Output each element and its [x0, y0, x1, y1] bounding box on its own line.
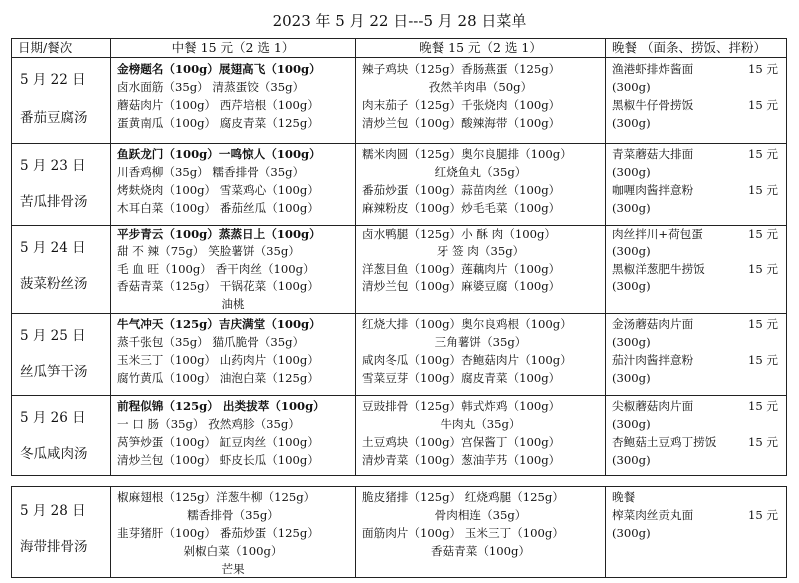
lunch-cell — [110, 144, 355, 225]
menu-line: 孜然羊肉串（50g） — [428, 80, 533, 94]
soup-label: 苦瓜排骨汤 — [20, 194, 88, 210]
menu-line: 平步青云（100g）蒸蒸日上（100g） — [117, 227, 321, 241]
menu-line: 蘑菇肉片（100g） 西芹培根（100g） — [117, 98, 319, 112]
date-label: 5 月 22 日 — [20, 72, 86, 88]
soup-label: 冬瓜咸肉汤 — [20, 446, 88, 462]
menu-line: 甜 不 辣（75g） 笑脸薯饼（35g） — [117, 244, 300, 258]
soup-label: 菠菜粉丝汤 — [20, 276, 88, 292]
date-cell — [12, 396, 110, 475]
noodle-cell — [605, 396, 786, 475]
date-cell — [12, 144, 110, 225]
price-label: 15 元 — [747, 317, 778, 331]
menu-line: 糯米肉圆（125g）奥尔良腿排（100g） — [362, 147, 572, 161]
menu-line: 杏鲍菇土豆鸡丁捞饭 — [612, 435, 717, 449]
menu-line: 青菜蘑菇大排面 — [612, 147, 694, 161]
menu-line: 糯香排骨（35g） — [187, 508, 279, 522]
menu-line: 雪菜豆芽（100g）腐皮青菜（100g） — [362, 371, 561, 385]
dinner-cell — [355, 226, 605, 313]
menu-line: 椒麻翅根（125g）洋葱牛柳（125g） — [117, 490, 316, 504]
menu-line: 毛 血 旺（100g） 香干肉丝（100g） — [117, 262, 315, 276]
header-dinner-col: 晚餐 15 元（2 选 1） — [355, 39, 605, 57]
menu-line: 清炒兰包（100g）麻婆豆腐（100g） — [362, 279, 561, 293]
menu-line: 清炒兰包（100g）酸辣海带（100g） — [362, 116, 561, 130]
menu-line: 牙 签 肉（35g） — [436, 244, 525, 258]
price-label: 15 元 — [747, 399, 778, 413]
menu-line: 晚餐 — [612, 490, 636, 504]
menu-line: 烤麸烧肉（100g） 雪菜鸡心（100g） — [117, 183, 319, 197]
menu-line: 茄汁肉酱拌意粉 — [612, 353, 694, 367]
menu-line: (300g) — [612, 335, 651, 349]
menu-line: 木耳白菜（100g） 番茄丝瓜（100g） — [117, 201, 319, 215]
table-row — [11, 396, 787, 476]
noodle-cell — [605, 487, 786, 577]
menu-line: 黑椒牛仔骨捞饭 — [612, 98, 694, 112]
date-label: 5 月 28 日 — [20, 503, 86, 519]
table-header — [11, 38, 787, 58]
menu-line: 鱼跃龙门（100g）一鸣惊人（100g） — [117, 147, 321, 161]
date-label: 5 月 26 日 — [20, 410, 86, 426]
fruit-line: 油桃 — [221, 297, 245, 311]
menu-line: 莴笋炒蛋（100g） 缸豆肉丝（100g） — [117, 435, 319, 449]
menu-line: 红烧大排（100g）奥尔良鸡根（100g） — [362, 317, 572, 331]
header-date-col: 日期/餐次 — [18, 40, 73, 55]
menu-line: 卤水鸭腿（125g）小 酥 肉（100g） — [362, 227, 557, 241]
lunch-cell — [110, 58, 355, 143]
date-cell — [12, 58, 110, 143]
menu-line: 肉丝拌川+荷包蛋 — [612, 227, 703, 241]
date-label: 5 月 24 日 — [20, 240, 86, 256]
menu-line: (300g) — [612, 244, 651, 258]
menu-line: 豆豉排骨（125g）韩式炸鸡（100g） — [362, 399, 561, 413]
menu-line: 黑椒洋葱肥牛捞饭 — [612, 262, 705, 276]
menu-line: 香菇青菜（125g） 干锅花菜（100g） — [117, 279, 319, 293]
dinner-cell — [355, 58, 605, 143]
price-label: 15 元 — [747, 62, 778, 76]
menu-line: (300g) — [612, 417, 651, 431]
soup-label: 海带排骨汤 — [20, 539, 88, 555]
menu-line: (300g) — [612, 371, 651, 385]
menu-line: 土豆鸡块（100g）宫保酱丁（100g） — [362, 435, 561, 449]
menu-line: 骨肉相连（35g） — [434, 508, 527, 522]
header-lunch-col: 中餐 15 元（2 选 1） — [110, 39, 355, 57]
date-cell — [12, 314, 110, 395]
date-label: 5 月 23 日 — [20, 158, 86, 174]
date-label: 5 月 25 日 — [20, 328, 86, 344]
menu-line: 川香鸡柳（35g） 糯香排骨（35g） — [117, 165, 305, 179]
menu-line: 渔港虾排炸酱面 — [612, 62, 694, 76]
menu-line: 牛气冲天（125g）吉庆满堂（100g） — [117, 317, 321, 331]
price-label: 15 元 — [747, 508, 778, 522]
menu-line: 尖椒蘑菇肉片面 — [612, 399, 694, 413]
menu-line: 腐竹黄瓜（100g） 油泡白菜（125g） — [117, 371, 319, 385]
menu-line: (300g) — [612, 201, 651, 215]
menu-line: (300g) — [612, 453, 651, 467]
menu-line: 前程似锦（125g） 出类拔萃（100g） — [117, 399, 325, 413]
menu-line: 番茄炒蛋（100g）蒜苗肉丝（100g） — [362, 183, 561, 197]
menu-line: 面筋肉片（100g） 玉米三丁（100g） — [362, 526, 564, 540]
menu-line: 麻辣粉皮（100g）炒毛毛菜（100g） — [362, 201, 561, 215]
price-label: 15 元 — [747, 98, 778, 112]
price-label: 15 元 — [747, 262, 778, 276]
menu-line: (300g) — [612, 116, 651, 130]
menu-line: 肉末茄子（125g）千张烧肉（100g） — [362, 98, 561, 112]
menu-line: 玉米三丁（100g） 山药肉片（100g） — [117, 353, 319, 367]
menu-line: 三角薯饼（35g） — [434, 335, 527, 349]
lunch-cell — [110, 487, 355, 577]
soup-label: 丝瓜笋干汤 — [20, 364, 88, 380]
noodle-cell — [605, 58, 786, 143]
price-label: 15 元 — [747, 353, 778, 367]
price-label: 15 元 — [747, 147, 778, 161]
menu-line: (300g) — [612, 165, 651, 179]
price-label: 15 元 — [747, 183, 778, 197]
menu-line: (300g) — [612, 526, 651, 540]
menu-line: 清炒青菜（100g）葱油芋艿（100g） — [362, 453, 561, 467]
menu-line: 蛋黄南瓜（100g） 腐皮青菜（125g） — [117, 116, 319, 130]
menu-line: 一 口 肠（35g） 孜然鸡胗（35g） — [117, 417, 300, 431]
menu-line: (300g) — [612, 80, 651, 94]
menu-line: 咖喱肉酱拌意粉 — [612, 183, 694, 197]
noodle-cell — [605, 314, 786, 395]
date-cell — [12, 487, 110, 577]
menu-line: 牛肉丸（35g） — [440, 417, 521, 431]
menu-line: 洋葱目鱼（100g）莲藕肉片（100g） — [362, 262, 561, 276]
noodle-cell — [605, 226, 786, 313]
table-row — [11, 226, 787, 314]
price-label: 15 元 — [747, 227, 778, 241]
price-label: 15 元 — [747, 435, 778, 449]
menu-line: 香菇青菜（100g） — [430, 544, 531, 558]
soup-label: 番茄豆腐汤 — [20, 110, 88, 126]
header-noodle-col: 晚餐 （面条、捞饭、拌粉） — [605, 39, 786, 57]
fruit-line: 芒果 — [221, 562, 245, 576]
lunch-cell — [110, 314, 355, 395]
lunch-cell — [110, 226, 355, 313]
table-row — [11, 314, 787, 396]
dinner-cell — [355, 487, 605, 577]
menu-line: 辣子鸡块（125g）香肠燕蛋（125g） — [362, 62, 561, 76]
menu-line: 韭芽猪肝（100g） 番茄炒蛋（125g） — [117, 526, 319, 540]
menu-line: 红烧鱼丸（35g） — [434, 165, 527, 179]
menu-line: 卤水面筋（35g） 清蒸蛋饺（35g） — [117, 80, 305, 94]
menu-line: 金榜题名（100g）展翅高飞（100g） — [117, 62, 321, 76]
menu-line: 剁椒白菜（100g） — [183, 544, 283, 558]
menu-line: 咸肉冬瓜（100g）杏鲍菇肉片（100g） — [362, 353, 572, 367]
date-cell — [12, 226, 110, 313]
menu-line: 清炒兰包（100g） 虾皮长瓜（100g） — [117, 453, 319, 467]
menu-line: 脆皮猪排（125g） 红烧鸡腿（125g） — [362, 490, 564, 504]
dinner-cell — [355, 314, 605, 395]
menu-line: 榨菜肉丝贡丸面 — [612, 508, 694, 522]
lunch-cell — [110, 396, 355, 475]
table-row — [11, 58, 787, 144]
menu-line: 金汤蘑菇肉片面 — [612, 317, 694, 331]
page-title: 2023 年 5 月 22 日---5 月 28 日菜单 — [272, 12, 527, 30]
menu-line: (300g) — [612, 279, 651, 293]
table-row — [11, 144, 787, 226]
menu-line: 蒸千张包（35g） 猫爪脆骨（35g） — [117, 335, 305, 349]
dinner-cell — [355, 396, 605, 475]
dinner-cell — [355, 144, 605, 225]
noodle-cell — [605, 144, 786, 225]
table-row — [11, 486, 787, 578]
